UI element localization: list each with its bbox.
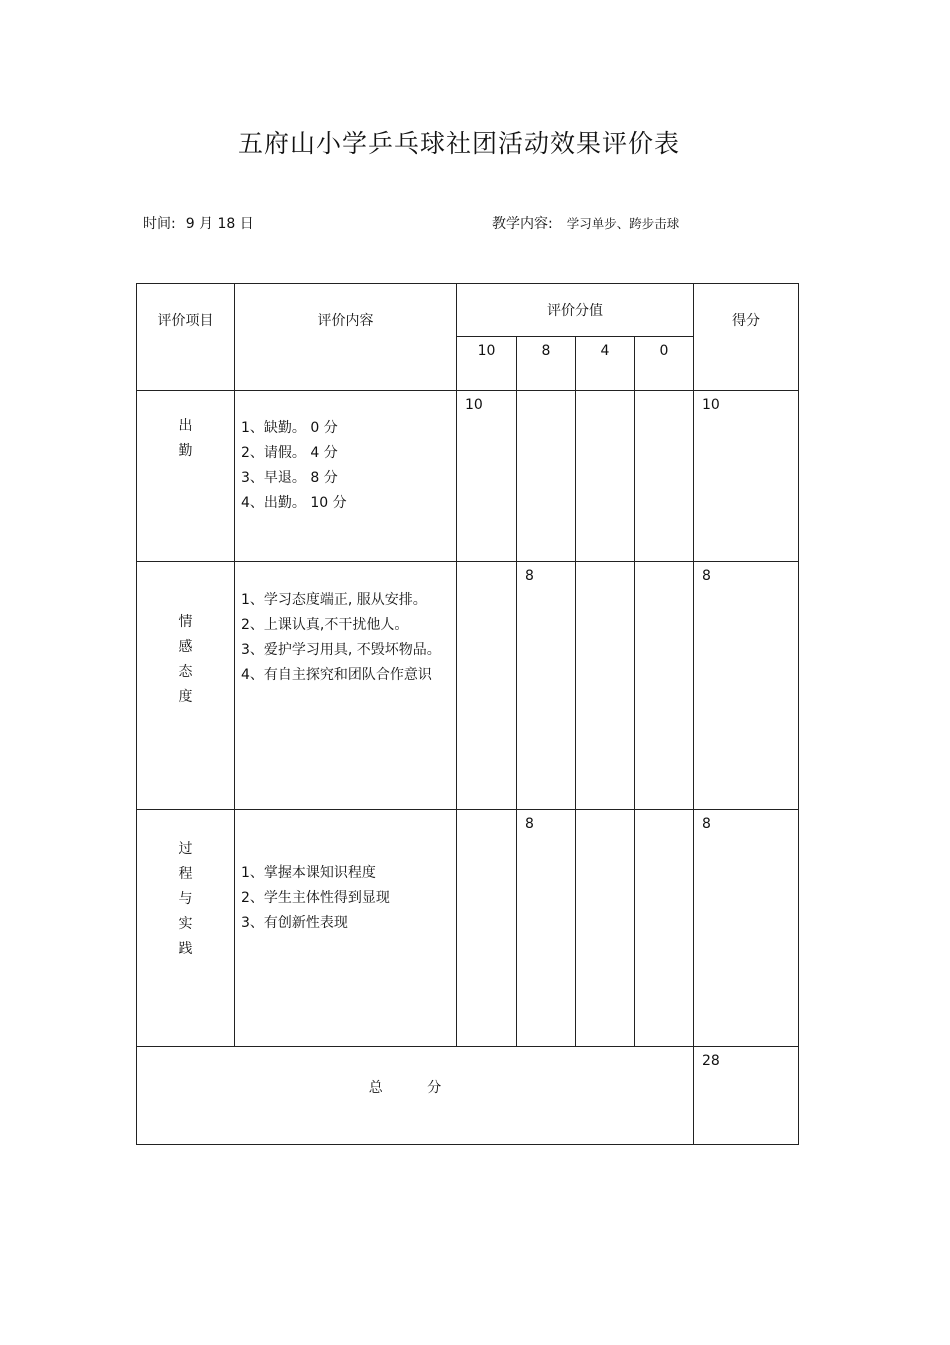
score-cell — [635, 810, 694, 1047]
score-cell — [576, 810, 635, 1047]
total-row — [137, 1047, 799, 1145]
category-char: 情 — [178, 614, 193, 630]
score-level-0: 0 — [635, 337, 694, 391]
category-cell — [137, 562, 235, 810]
result-cell: 10 — [694, 391, 799, 562]
score-cell — [576, 562, 635, 810]
content-line: 3、早退。 8 分 — [241, 470, 338, 486]
score-cell — [457, 810, 517, 1047]
category-char: 感 — [178, 639, 193, 655]
teaching-content-info — [492, 213, 679, 233]
category-char: 实 — [178, 916, 193, 932]
category-char: 践 — [178, 941, 193, 957]
content-line: 3、有创新性表现 — [241, 915, 348, 931]
score-cell — [457, 562, 517, 810]
header-content: 评价内容 — [235, 284, 457, 391]
header-result: 得分 — [694, 284, 799, 391]
category-char: 与 — [178, 891, 193, 907]
category-char: 度 — [178, 689, 193, 705]
content-line: 3、爱护学习用具, 不毁坏物品。 — [241, 642, 441, 658]
header-score-group: 评价分值 — [457, 284, 694, 337]
score-cell: 8 — [517, 562, 576, 810]
time-info — [143, 213, 254, 233]
result-cell: 8 — [694, 810, 799, 1047]
score-cell — [517, 391, 576, 562]
score-cell — [576, 391, 635, 562]
content-cell — [235, 391, 457, 562]
content-line: 4、有自主探究和团队合作意识 — [241, 667, 432, 683]
category-char: 态 — [178, 664, 193, 680]
header-item: 评价项目 — [137, 284, 235, 391]
category-char: 程 — [178, 866, 193, 882]
content-line: 2、请假。 4 分 — [241, 445, 338, 461]
page-title: 五府山小学乒乓球社团活动效果评价表 — [237, 129, 680, 158]
score-cell: 8 — [517, 810, 576, 1047]
content-line: 1、缺勤。 0 分 — [241, 420, 338, 436]
content-line: 2、学生主体性得到显现 — [241, 890, 390, 906]
table-row — [137, 810, 799, 1047]
total-value: 28 — [694, 1047, 799, 1145]
score-cell: 10 — [457, 391, 517, 562]
score-level-8: 8 — [517, 337, 576, 391]
content-line: 1、掌握本课知识程度 — [241, 865, 376, 881]
category-cell — [137, 391, 235, 562]
score-level-4: 4 — [576, 337, 635, 391]
content-line: 1、学习态度端正, 服从安排。 — [241, 592, 427, 608]
score-level-10: 10 — [457, 337, 517, 391]
teaching-content-label: 教学内容: — [492, 216, 553, 232]
time-label: 时间: — [143, 216, 176, 232]
category-char: 过 — [178, 841, 193, 857]
table-row — [137, 562, 799, 810]
evaluation-table — [136, 283, 799, 1145]
teaching-content-value: 学习单步、跨步击球 — [566, 216, 680, 231]
category-char: 出 — [178, 418, 193, 434]
content-line: 2、上课认真,不干扰他人。 — [241, 617, 409, 633]
table-row — [137, 391, 799, 562]
score-cell — [635, 562, 694, 810]
content-cell — [235, 810, 457, 1047]
content-cell — [235, 562, 457, 810]
content-line: 4、出勤。 10 分 — [241, 495, 347, 511]
score-cell — [635, 391, 694, 562]
result-cell: 8 — [694, 562, 799, 810]
time-value: 9 月 18 日 — [185, 216, 254, 232]
total-label: 总 分 — [137, 1047, 694, 1145]
category-cell — [137, 810, 235, 1047]
category-char: 勤 — [178, 443, 193, 459]
